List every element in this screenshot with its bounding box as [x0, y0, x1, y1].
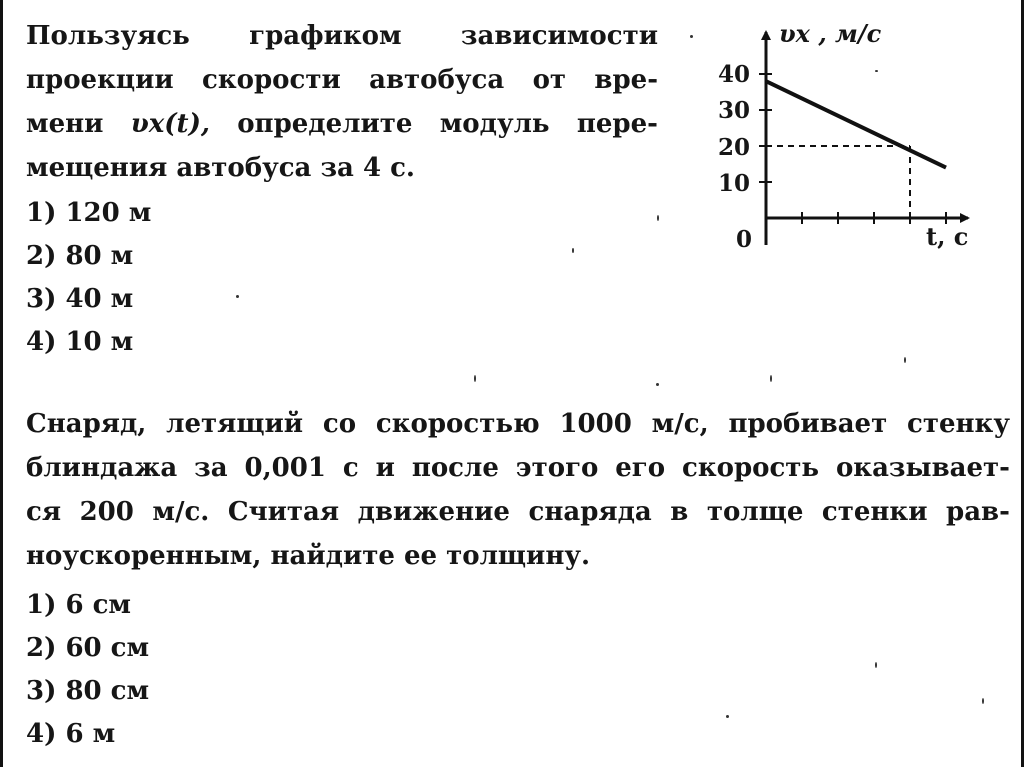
- scan-speck: [474, 375, 476, 382]
- word: оказывает-: [835, 453, 1010, 483]
- velocity-function-label: υx(t),: [130, 109, 210, 139]
- scan-speck: [875, 662, 877, 668]
- word: Считая: [227, 497, 340, 527]
- word: Пользуясь: [26, 21, 190, 51]
- word: пере-: [576, 109, 658, 139]
- scan-speck: [770, 375, 772, 382]
- problem-1-line: [26, 102, 658, 146]
- scan-speck: [656, 383, 659, 386]
- word: пробивает: [728, 409, 888, 439]
- word: зависимости: [460, 21, 658, 51]
- scan-speck: [904, 357, 906, 363]
- word: движение: [357, 497, 510, 527]
- origin-label: 0: [736, 226, 753, 253]
- word: рав-: [946, 497, 1010, 527]
- scan-speck: [875, 70, 878, 72]
- problem-1-options: [26, 192, 151, 364]
- scan-speck: [572, 248, 574, 253]
- y-tick-label-40: 40: [718, 61, 751, 88]
- scan-speck: [726, 715, 729, 718]
- word: 1000: [559, 409, 632, 439]
- word: летящий: [166, 409, 304, 439]
- word: м/с.: [152, 497, 210, 527]
- problem-2-line: [26, 402, 1010, 446]
- word: мещения автобуса за 4 с.: [26, 153, 415, 183]
- word: со: [322, 409, 357, 439]
- word: снаряда: [528, 497, 652, 527]
- word: Снаряд,: [26, 409, 147, 439]
- word: блиндажа: [26, 453, 178, 483]
- word: толще: [706, 497, 804, 527]
- scan-speck: [236, 295, 239, 298]
- word: и: [375, 453, 395, 483]
- velocity-time-graph: [700, 0, 1000, 280]
- scan-speck: [982, 698, 984, 704]
- word: проекции: [26, 65, 174, 95]
- word: этого: [515, 453, 599, 483]
- problem-1-line: [26, 146, 658, 190]
- word: мени: [26, 109, 104, 139]
- problem-1-text: [26, 14, 658, 190]
- answer-option: 1) 120 м: [26, 198, 152, 228]
- word: за: [194, 453, 228, 483]
- word: с: [342, 453, 359, 483]
- problem-2-options: [26, 584, 149, 756]
- word: вре-: [594, 65, 658, 95]
- word: автобуса: [369, 65, 505, 95]
- scan-speck: [690, 35, 693, 38]
- answer-option: 3) 80 см: [26, 676, 150, 706]
- problem-1-line: [26, 58, 658, 102]
- y-axis-label: υx , м/с: [779, 19, 882, 48]
- word: 0,001: [244, 453, 326, 483]
- problem-2-line: [26, 534, 1010, 578]
- answer-option: 4) 6 м: [26, 719, 116, 749]
- word: определите: [237, 109, 413, 139]
- answer-option: 4) 10 м: [26, 327, 134, 357]
- word: от: [532, 65, 567, 95]
- word: ноускоренным, найдите ее толщину.: [26, 541, 591, 571]
- problem-1-line: [26, 14, 658, 58]
- problem-2-line: [26, 446, 1010, 490]
- answer-option: 2) 80 м: [26, 241, 134, 271]
- velocity-series-line: [766, 81, 946, 167]
- answer-option: 1) 6 см: [26, 590, 132, 620]
- word: его: [615, 453, 666, 483]
- word: скоростью: [375, 409, 540, 439]
- y-tick-label-30: 30: [718, 97, 751, 124]
- word: после: [411, 453, 499, 483]
- answer-option: 3) 40 м: [26, 284, 134, 314]
- answer-option: 2) 60 см: [26, 633, 150, 663]
- left-border-line: [0, 0, 3, 767]
- word: 200: [79, 497, 134, 527]
- word: ся: [26, 497, 62, 527]
- word: м/с,: [651, 409, 709, 439]
- word: скорость: [682, 453, 820, 483]
- scan-speck: [657, 215, 659, 221]
- y-tick-label-10: 10: [718, 170, 751, 197]
- problem-2-text: [26, 402, 1010, 578]
- word: графиком: [249, 21, 402, 51]
- word: стенку: [907, 409, 1010, 439]
- problem-2-line: [26, 490, 1010, 534]
- word: скорости: [202, 65, 341, 95]
- x-axis-label: t, с: [926, 222, 969, 251]
- y-tick-label-20: 20: [718, 134, 751, 161]
- word: стенки: [821, 497, 928, 527]
- word: в: [670, 497, 689, 527]
- word: модуль: [439, 109, 550, 139]
